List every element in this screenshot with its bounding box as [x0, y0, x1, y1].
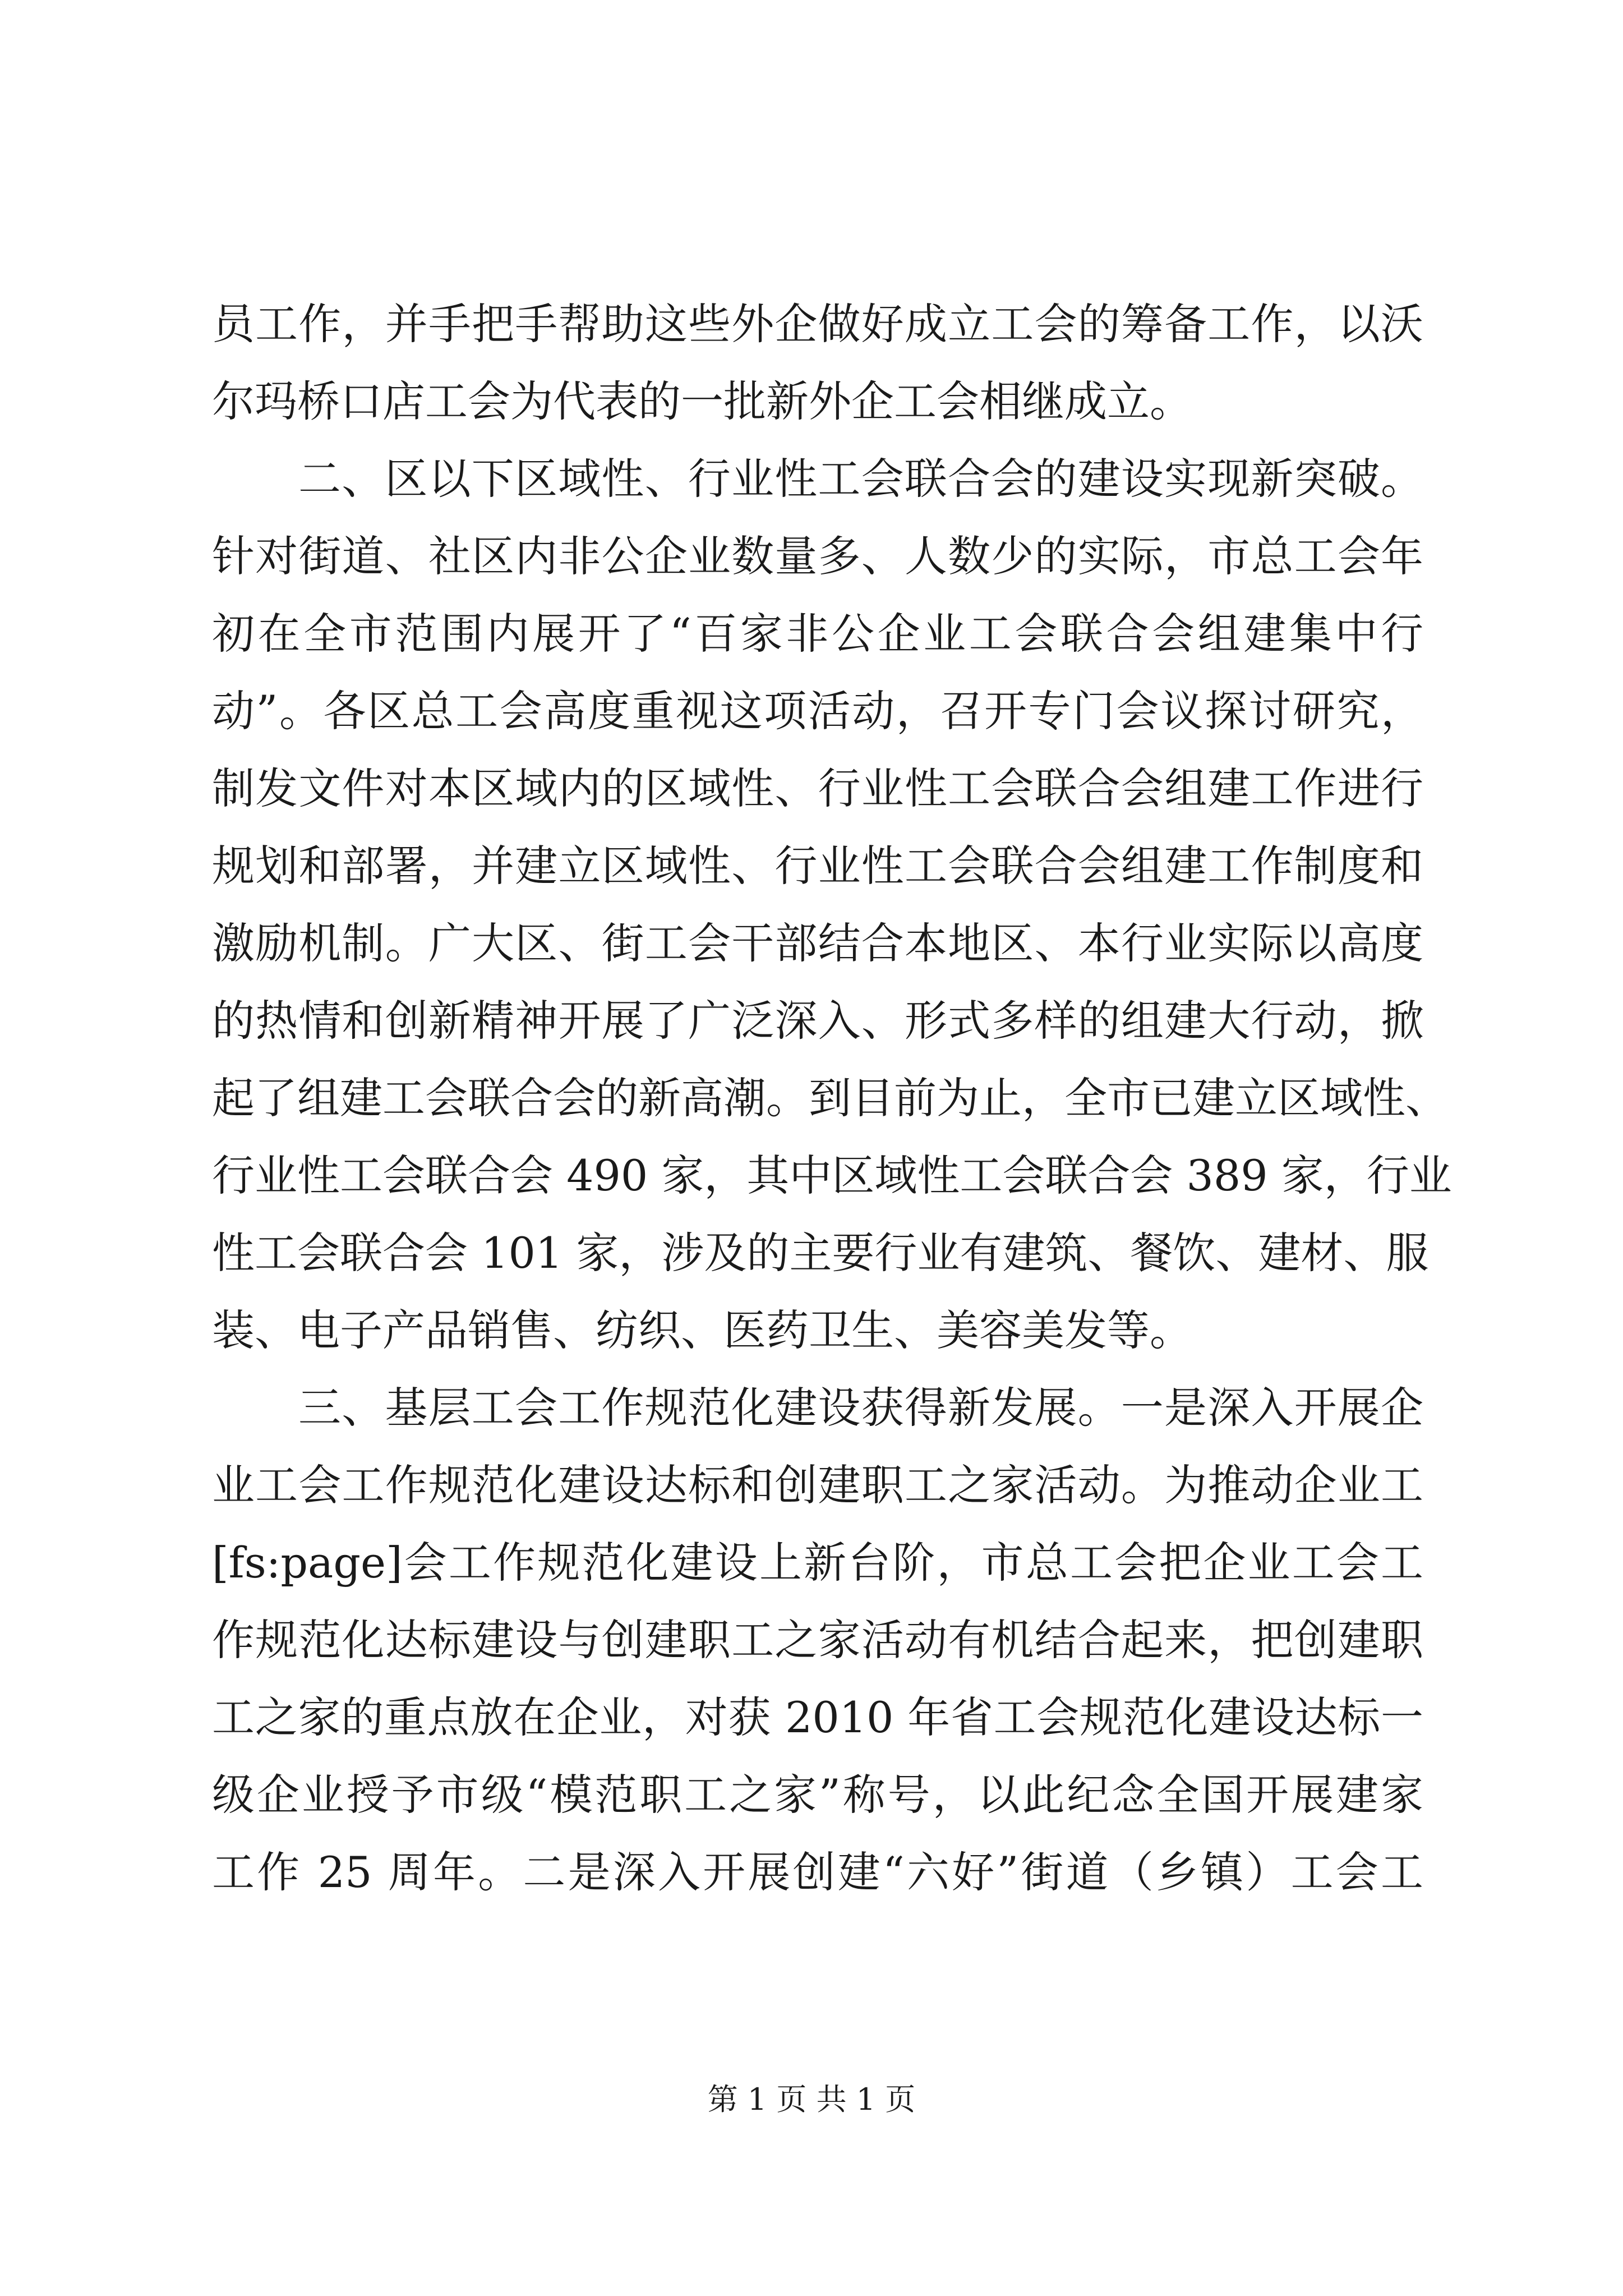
text-line: 三、基层工会工作规范化建设获得新发展。一是深入开展企 — [298, 1383, 1423, 1433]
text-line: 激励机制。广大区、街工会干部结合本地区、本行业实际以高度 — [212, 918, 1423, 968]
text-line: 作规范化达标建设与创建职工之家活动有机结合起来，把创建职 — [212, 1615, 1423, 1665]
text-line: 级企业授予市级“模范职工之家”称号，以此纪念全国开展建家 — [212, 1770, 1423, 1820]
text-line: 动”。各区总工会高度重视这项活动，召开专门会议探讨研究， — [212, 686, 1423, 736]
text-line: 员工作，并手把手帮助这些外企做好成立工会的筹备工作，以沃 — [212, 299, 1423, 349]
page-footer: 第 1 页 共 1 页 — [707, 2082, 916, 2117]
text-line: 装、电子产品销售、纺织、医药卫生、美容美发等。 — [212, 1305, 1192, 1355]
text-line: 行业性工会联合会 490 家，其中区域性工会联合会 389 家，行业 — [212, 1151, 1452, 1200]
text-line: 业工会工作规范化建设达标和创建职工之家活动。为推动企业工 — [212, 1460, 1423, 1510]
text-line: 性工会联合会 101 家，涉及的主要行业有建筑、餐饮、建材、服 — [212, 1228, 1429, 1278]
text-line: 起了组建工会联合会的新高潮。到目前为止，全市已建立区域性、 — [212, 1073, 1448, 1123]
text-line: 二、区以下区域性、行业性工会联合会的建设实现新突破。 — [298, 454, 1423, 504]
text-line: 工之家的重点放在企业，对获 2010 年省工会规范化建设达标一 — [212, 1692, 1423, 1742]
text-line: 的热情和创新精神开展了广泛深入、形式多样的组建大行动，掀 — [212, 996, 1423, 1046]
text-line: 工作 25 周年。二是深入开展创建“六好”街道（乡镇）工会工 — [212, 1847, 1423, 1897]
text-line: [fs:page]会工作规范化建设上新台阶，市总工会把企业工会工 — [212, 1538, 1423, 1588]
text-line: 初在全市范围内展开了“百家非公企业工会联合会组建集中行 — [212, 609, 1423, 659]
text-line: 制发文件对本区域内的区域性、行业性工会联合会组建工作进行 — [212, 763, 1423, 813]
text-line: 规划和部署，并建立区域性、行业性工会联合会组建工作制度和 — [212, 841, 1423, 891]
text-line: 针对街道、社区内非公企业数量多、人数少的实际，市总工会年 — [212, 531, 1423, 581]
text-line: 尔玛桥口店工会为代表的一批新外企工会相继成立。 — [212, 376, 1192, 426]
